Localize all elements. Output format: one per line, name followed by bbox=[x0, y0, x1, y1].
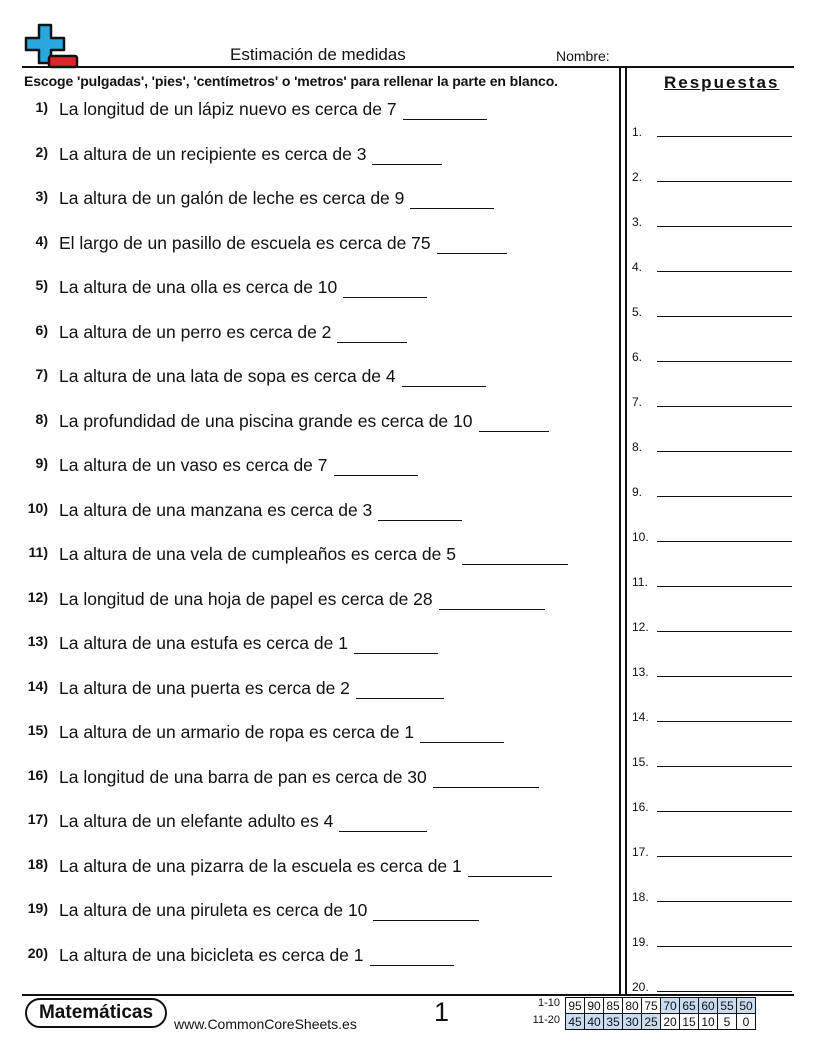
score-cell: 60 bbox=[699, 998, 718, 1014]
question-number: 7) bbox=[35, 366, 48, 382]
score-cell: 0 bbox=[737, 1014, 756, 1030]
question-number: 16) bbox=[27, 766, 48, 783]
answer-line[interactable] bbox=[657, 901, 792, 902]
answer-number: 9. bbox=[632, 485, 643, 499]
instructions: Escoge 'pulgadas', 'pies', 'centímetros' o 'metros' para rellenar la parte en blanco. bbox=[24, 73, 558, 89]
page-number: 1 bbox=[434, 997, 450, 1027]
name-label: Nombre: bbox=[556, 48, 610, 64]
question-item bbox=[24, 277, 427, 303]
score-cell: 50 bbox=[737, 998, 756, 1014]
question-number: 14) bbox=[27, 677, 48, 694]
score-cell: 85 bbox=[604, 998, 623, 1014]
question-item bbox=[24, 856, 552, 882]
answer-blank[interactable] bbox=[334, 474, 418, 476]
answer-line[interactable] bbox=[657, 226, 792, 227]
score-cell: 20 bbox=[661, 1014, 680, 1030]
score-cell: 70 bbox=[661, 998, 680, 1014]
answer-row bbox=[632, 749, 792, 769]
score-row-label: 1-10 bbox=[537, 997, 560, 1009]
answer-line[interactable] bbox=[657, 811, 792, 812]
question-number: 5) bbox=[35, 277, 48, 293]
question-number: 2) bbox=[35, 143, 48, 160]
answer-line[interactable] bbox=[657, 406, 792, 407]
answer-line[interactable] bbox=[657, 181, 792, 182]
score-cell: 5 bbox=[718, 1014, 737, 1030]
answer-number: 10. bbox=[632, 530, 649, 544]
question-item bbox=[24, 811, 427, 837]
score-row bbox=[566, 1014, 756, 1030]
answer-row bbox=[632, 929, 792, 949]
website-url: www.CommonCoreSheets.es bbox=[174, 1016, 357, 1032]
answer-line[interactable] bbox=[657, 271, 792, 272]
question-number: 3) bbox=[35, 188, 48, 204]
answer-number: 1. bbox=[632, 125, 643, 139]
answer-number: 19. bbox=[632, 935, 649, 949]
answer-number: 8. bbox=[632, 440, 643, 454]
answer-line[interactable] bbox=[657, 541, 792, 542]
answer-row bbox=[632, 614, 792, 634]
question-text: La altura de una vela de cumpleaños es cerca de 5 bbox=[59, 544, 456, 564]
answer-row bbox=[632, 389, 792, 409]
question-number: 8) bbox=[35, 410, 48, 427]
score-cell: 15 bbox=[680, 1014, 699, 1030]
question-text: La longitud de una barra de pan es cerca de 30 bbox=[59, 766, 427, 787]
question-text: La altura de una estufa es cerca de 1 bbox=[59, 633, 348, 653]
answer-line[interactable] bbox=[657, 766, 792, 767]
answer-row bbox=[632, 659, 792, 679]
answer-row bbox=[632, 119, 792, 139]
answer-number: 2. bbox=[632, 170, 643, 184]
answer-line[interactable] bbox=[657, 856, 792, 857]
answer-line[interactable] bbox=[657, 316, 792, 317]
question-item bbox=[24, 589, 545, 615]
answers-title: Respuestas bbox=[664, 73, 780, 92]
answer-row bbox=[632, 434, 792, 454]
answer-number: 11. bbox=[632, 575, 648, 589]
question-text: La altura de una pizarra de la escuela es cerca de 1 bbox=[59, 855, 462, 876]
question-item bbox=[24, 99, 487, 125]
answer-row bbox=[632, 884, 792, 904]
answer-blank[interactable] bbox=[403, 118, 487, 120]
answer-line[interactable] bbox=[657, 946, 792, 947]
question-number: 19) bbox=[27, 900, 48, 916]
question-text: La profundidad de una piscina grande es cerca de 10 bbox=[59, 410, 473, 431]
question-item bbox=[24, 544, 568, 570]
question-text: La altura de un recipiente es cerca de 3 bbox=[59, 143, 367, 164]
answer-line[interactable] bbox=[657, 496, 792, 497]
answer-number: 15. bbox=[632, 755, 649, 769]
answer-blank[interactable] bbox=[373, 919, 479, 921]
plus-minus-logo-icon bbox=[24, 23, 80, 69]
answer-number: 14. bbox=[632, 710, 649, 724]
question-text: La altura de una puerta es cerca de 2 bbox=[59, 677, 350, 698]
question-number: 4) bbox=[35, 232, 48, 249]
answer-column-divider bbox=[625, 67, 627, 995]
answer-row bbox=[632, 164, 792, 184]
answer-line[interactable] bbox=[657, 721, 792, 722]
answer-blank[interactable] bbox=[370, 964, 454, 966]
answer-line[interactable] bbox=[657, 451, 792, 452]
question-item bbox=[24, 945, 454, 971]
page-title: Estimación de medidas bbox=[230, 45, 406, 64]
question-item bbox=[24, 144, 442, 170]
answer-blank[interactable] bbox=[337, 341, 407, 343]
score-row bbox=[566, 998, 756, 1014]
answer-line[interactable] bbox=[657, 361, 792, 362]
question-number: 12) bbox=[27, 588, 48, 605]
footer-divider bbox=[22, 994, 794, 996]
question-number: 9) bbox=[35, 455, 48, 471]
answer-blank[interactable] bbox=[437, 252, 507, 254]
question-item bbox=[24, 322, 407, 348]
answer-row bbox=[632, 254, 792, 274]
answer-row bbox=[632, 479, 792, 499]
question-number: 17) bbox=[27, 811, 48, 827]
question-item bbox=[24, 678, 444, 704]
answer-number: 6. bbox=[632, 350, 643, 364]
score-cell: 35 bbox=[604, 1014, 623, 1030]
question-text: La longitud de una hoja de papel es cerca de 28 bbox=[59, 588, 433, 609]
brand-logo: Matemáticas bbox=[25, 998, 167, 1028]
answer-number: 17. bbox=[632, 845, 649, 859]
score-cell: 45 bbox=[566, 1014, 585, 1030]
answer-number: 13. bbox=[632, 665, 649, 679]
header-divider bbox=[22, 66, 794, 68]
answer-number: 7. bbox=[632, 395, 643, 409]
score-cell: 90 bbox=[585, 998, 604, 1014]
question-number: 20) bbox=[27, 944, 48, 961]
answer-blank[interactable] bbox=[402, 385, 486, 387]
question-text: La altura de una olla es cerca de 10 bbox=[59, 277, 338, 297]
score-cell: 95 bbox=[566, 998, 585, 1014]
answer-row bbox=[632, 209, 792, 229]
answer-blank[interactable] bbox=[439, 608, 545, 610]
answer-blank[interactable] bbox=[462, 563, 568, 565]
answer-blank[interactable] bbox=[468, 875, 552, 877]
answer-blank[interactable] bbox=[356, 697, 444, 699]
score-cell: 75 bbox=[642, 998, 661, 1014]
question-text: La altura de un vaso es cerca de 7 bbox=[59, 455, 328, 475]
question-item bbox=[24, 722, 504, 748]
question-item bbox=[24, 500, 462, 526]
question-text: La altura de un perro es cerca de 2 bbox=[59, 321, 332, 342]
answer-blank[interactable] bbox=[343, 296, 427, 298]
question-text: La altura de una piruleta es cerca de 10 bbox=[59, 900, 368, 920]
answer-row bbox=[632, 299, 792, 319]
answer-number: 20. bbox=[632, 980, 649, 994]
question-text: La altura de un elefante adulto es 4 bbox=[59, 811, 334, 831]
question-item bbox=[24, 188, 494, 214]
answer-blank[interactable] bbox=[410, 207, 494, 209]
question-number: 13) bbox=[27, 633, 48, 649]
question-item bbox=[24, 767, 539, 793]
answer-line[interactable] bbox=[657, 586, 792, 587]
answer-row bbox=[632, 839, 792, 859]
question-text: La longitud de un lápiz nuevo es cerca de 7 bbox=[59, 99, 397, 119]
answer-number: 5. bbox=[632, 305, 643, 319]
answer-blank[interactable] bbox=[420, 741, 504, 743]
answer-line[interactable] bbox=[657, 136, 792, 137]
question-item bbox=[24, 900, 479, 926]
answer-row bbox=[632, 344, 792, 364]
question-text: La altura de un galón de leche es cerca de 9 bbox=[59, 188, 405, 208]
question-number: 10) bbox=[27, 499, 48, 516]
answer-blank[interactable] bbox=[372, 163, 442, 165]
question-text: La altura de un armario de ropa es cerca de 1 bbox=[59, 722, 415, 742]
answer-line[interactable] bbox=[657, 991, 792, 992]
answer-blank[interactable] bbox=[433, 786, 539, 788]
score-cell: 65 bbox=[680, 998, 699, 1014]
score-cell: 55 bbox=[718, 998, 737, 1014]
answer-row bbox=[632, 704, 792, 724]
question-number: 1) bbox=[35, 99, 48, 115]
question-item bbox=[24, 455, 418, 481]
answer-line[interactable] bbox=[657, 631, 792, 632]
answer-row bbox=[632, 794, 792, 814]
answer-row bbox=[632, 524, 792, 544]
score-table bbox=[565, 997, 756, 1030]
question-item bbox=[24, 233, 507, 259]
question-number: 6) bbox=[35, 321, 48, 338]
answer-blank[interactable] bbox=[378, 519, 462, 521]
question-item bbox=[24, 411, 549, 437]
answer-blank[interactable] bbox=[339, 830, 427, 832]
answer-row bbox=[632, 974, 792, 994]
answer-number: 12. bbox=[632, 620, 649, 634]
score-row-label: 11-20 bbox=[532, 1014, 560, 1026]
score-cell: 25 bbox=[642, 1014, 661, 1030]
score-cell: 80 bbox=[623, 998, 642, 1014]
answer-number: 18. bbox=[632, 890, 649, 904]
answer-line[interactable] bbox=[657, 676, 792, 677]
answer-row bbox=[632, 569, 792, 589]
question-text: La altura de una bicicleta es cerca de 1 bbox=[59, 944, 364, 965]
answer-blank[interactable] bbox=[479, 430, 549, 432]
question-text: La altura de una manzana es cerca de 3 bbox=[59, 499, 373, 520]
question-item bbox=[24, 366, 486, 392]
answer-number: 16. bbox=[632, 800, 649, 814]
answer-blank[interactable] bbox=[354, 652, 438, 654]
answer-number: 4. bbox=[632, 260, 643, 274]
score-cell: 30 bbox=[623, 1014, 642, 1030]
question-number: 18) bbox=[27, 855, 48, 872]
question-text: La altura de una lata de sopa es cerca de 4 bbox=[59, 366, 396, 386]
score-cell: 10 bbox=[699, 1014, 718, 1030]
score-cell: 40 bbox=[585, 1014, 604, 1030]
question-number: 15) bbox=[27, 722, 48, 738]
question-item bbox=[24, 633, 438, 659]
answer-column-divider bbox=[619, 67, 621, 995]
question-text: El largo de un pasillo de escuela es cerca de 75 bbox=[59, 232, 431, 253]
question-number: 11) bbox=[28, 544, 48, 560]
answer-number: 3. bbox=[632, 215, 643, 229]
